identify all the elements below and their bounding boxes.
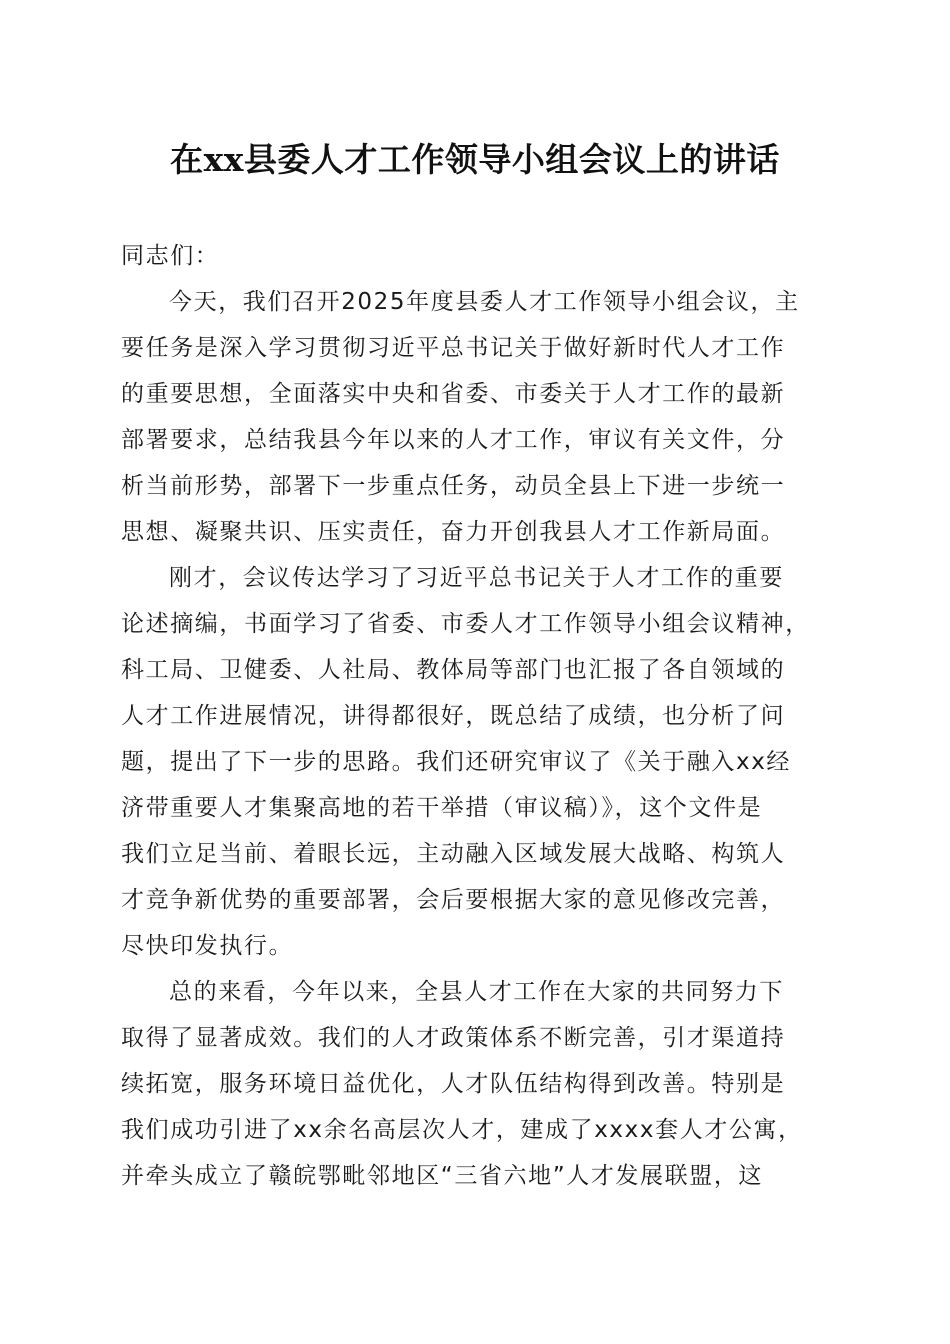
text-line: 人才工作进展情况，讲得都很好，既总结了成绩，也分析了问 [121, 703, 786, 729]
text-line: 才竞争新优势的重要部署，会后要根据大家的意见修改完善， [121, 887, 786, 913]
text-line: 济带重要人才集聚高地的若干举措（审议稿）》，这个文件是 [121, 795, 763, 821]
text-line: 题，提出了下一步的思路。我们还研究审议了《关于融入xx经 [121, 749, 792, 775]
document-title: 在xx县委人才工作领导小组会议上的讲话 [170, 140, 780, 179]
text-line: 刚才，会议传达学习了习近平总书记关于人才工作的重要 [169, 565, 784, 591]
paragraph-opening [121, 279, 829, 555]
salutation: 同志们： [121, 243, 220, 269]
paragraph-review [121, 555, 829, 969]
text-line: 析当前形势，部署下一步重点任务，动员全县上下进一步统一 [121, 473, 786, 499]
text-line: 科工局、卫健委、人社局、教体局等部门也汇报了各自领域的 [121, 657, 786, 683]
document-body [121, 233, 829, 1199]
text-line: 思想、凝聚共识、压实责任，奋力开创我县人才工作新局面。 [121, 519, 786, 545]
text-line: 并牵头成立了赣皖鄂毗邻地区“三省六地”人才发展联盟，这 [121, 1163, 764, 1189]
text-line: 的重要思想，全面落实中央和省委、市委关于人才工作的最新 [121, 381, 786, 407]
text-line: 续拓宽，服务环境日益优化，人才队伍结构得到改善。特别是 [121, 1071, 786, 1097]
text-line: 我们立足当前、着眼长远，主动融入区域发展大战略、构筑人 [121, 841, 786, 867]
text-line: 取得了显著成效。我们的人才政策体系不断完善，引才渠道持 [121, 1025, 786, 1051]
text-line: 要任务是深入学习贯彻习近平总书记关于做好新时代人才工作 [121, 335, 786, 361]
text-line: 论述摘编，书面学习了省委、市委人才工作领导小组会议精神， [121, 611, 810, 637]
text-line: 部署要求，总结我县今年以来的人才工作，审议有关文件，分 [121, 427, 786, 453]
text-line: 尽快印发执行。 [121, 933, 294, 959]
paragraph-summary [121, 969, 829, 1199]
text-line: 今天，我们召开2025年度县委人才工作领导小组会议，主 [169, 289, 800, 315]
text-line: 总的来看，今年以来，全县人才工作在大家的共同努力下 [169, 979, 784, 1005]
text-line: 我们成功引进了xx余名高层次人才，建成了xxxx套人才公寓， [121, 1117, 803, 1143]
